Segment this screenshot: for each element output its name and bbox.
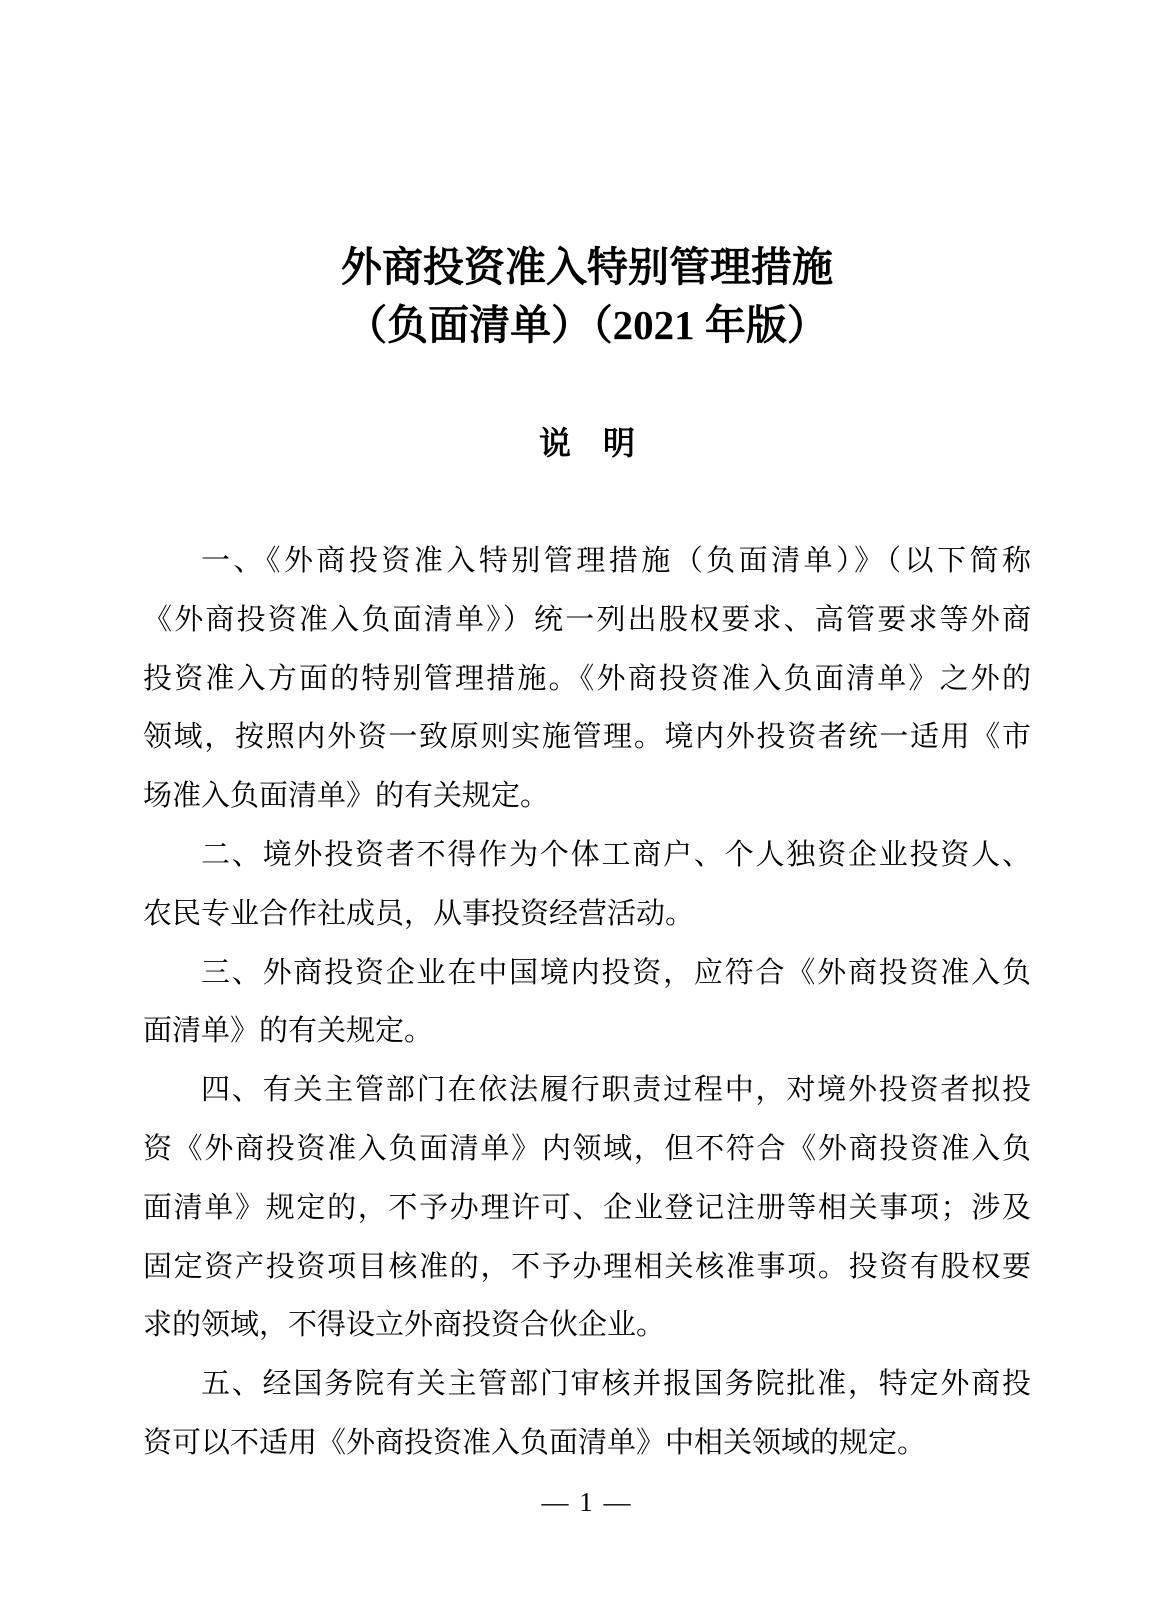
body-line: 面清单》的有关规定。: [143, 1015, 434, 1048]
body-line: 面清单》规定的，不予办理许可、企业登记注册等相关事项；涉及: [143, 1191, 1031, 1224]
body-line: 一、《外商投资准入特别管理措施（负面清单）》（以下简称: [201, 545, 1031, 577]
body-line: 农民专业合作社成员，从事投资经营活动。: [143, 897, 695, 930]
body-line: 《外商投资准入负面清单》）统一列出股权要求、高管要求等外商: [143, 603, 1031, 636]
body-line: 资《外商投资准入负面清单》内领域，但不符合《外商投资准入负: [143, 1132, 1031, 1165]
body-line: 五、经国务院有关主管部门审核并报国务院批准，特定外商投: [201, 1368, 1031, 1401]
page-number: — 1 —: [541, 1487, 633, 1517]
body-line: 求的领域，不得设立外商投资合伙企业。: [143, 1309, 666, 1342]
body-line: 三、外商投资企业在中国境内投资，应符合《外商投资准入负: [201, 956, 1031, 989]
body-line: 固定资产投资项目核准的，不予办理相关核准事项。投资有股权要: [143, 1250, 1031, 1283]
body-line: 领域，按照内外资一致原则实施管理。境内外投资者统一适用《市: [143, 721, 1031, 754]
document-title: [0, 238, 1174, 354]
document-body: [143, 532, 1031, 1473]
section-heading: 说 明: [538, 425, 635, 461]
body-line: 二、境外投资者不得作为个体工商户、个人独资企业投资人、: [201, 838, 1031, 871]
body-line: 场准入负面清单》的有关规定。: [143, 780, 550, 813]
title-line-1: 外商投资准入特别管理措施: [341, 244, 833, 290]
body-line: 资可以不适用《外商投资准入负面清单》中相关领域的规定。: [143, 1426, 927, 1459]
body-line: 投资准入方面的特别管理措施。《外商投资准入负面清单》之外的: [143, 662, 1031, 695]
body-line: 四、有关主管部门在依法履行职责过程中，对境外投资者拟投: [201, 1074, 1031, 1107]
title-line-2: （负面清单）（2021 年版）: [346, 302, 828, 348]
